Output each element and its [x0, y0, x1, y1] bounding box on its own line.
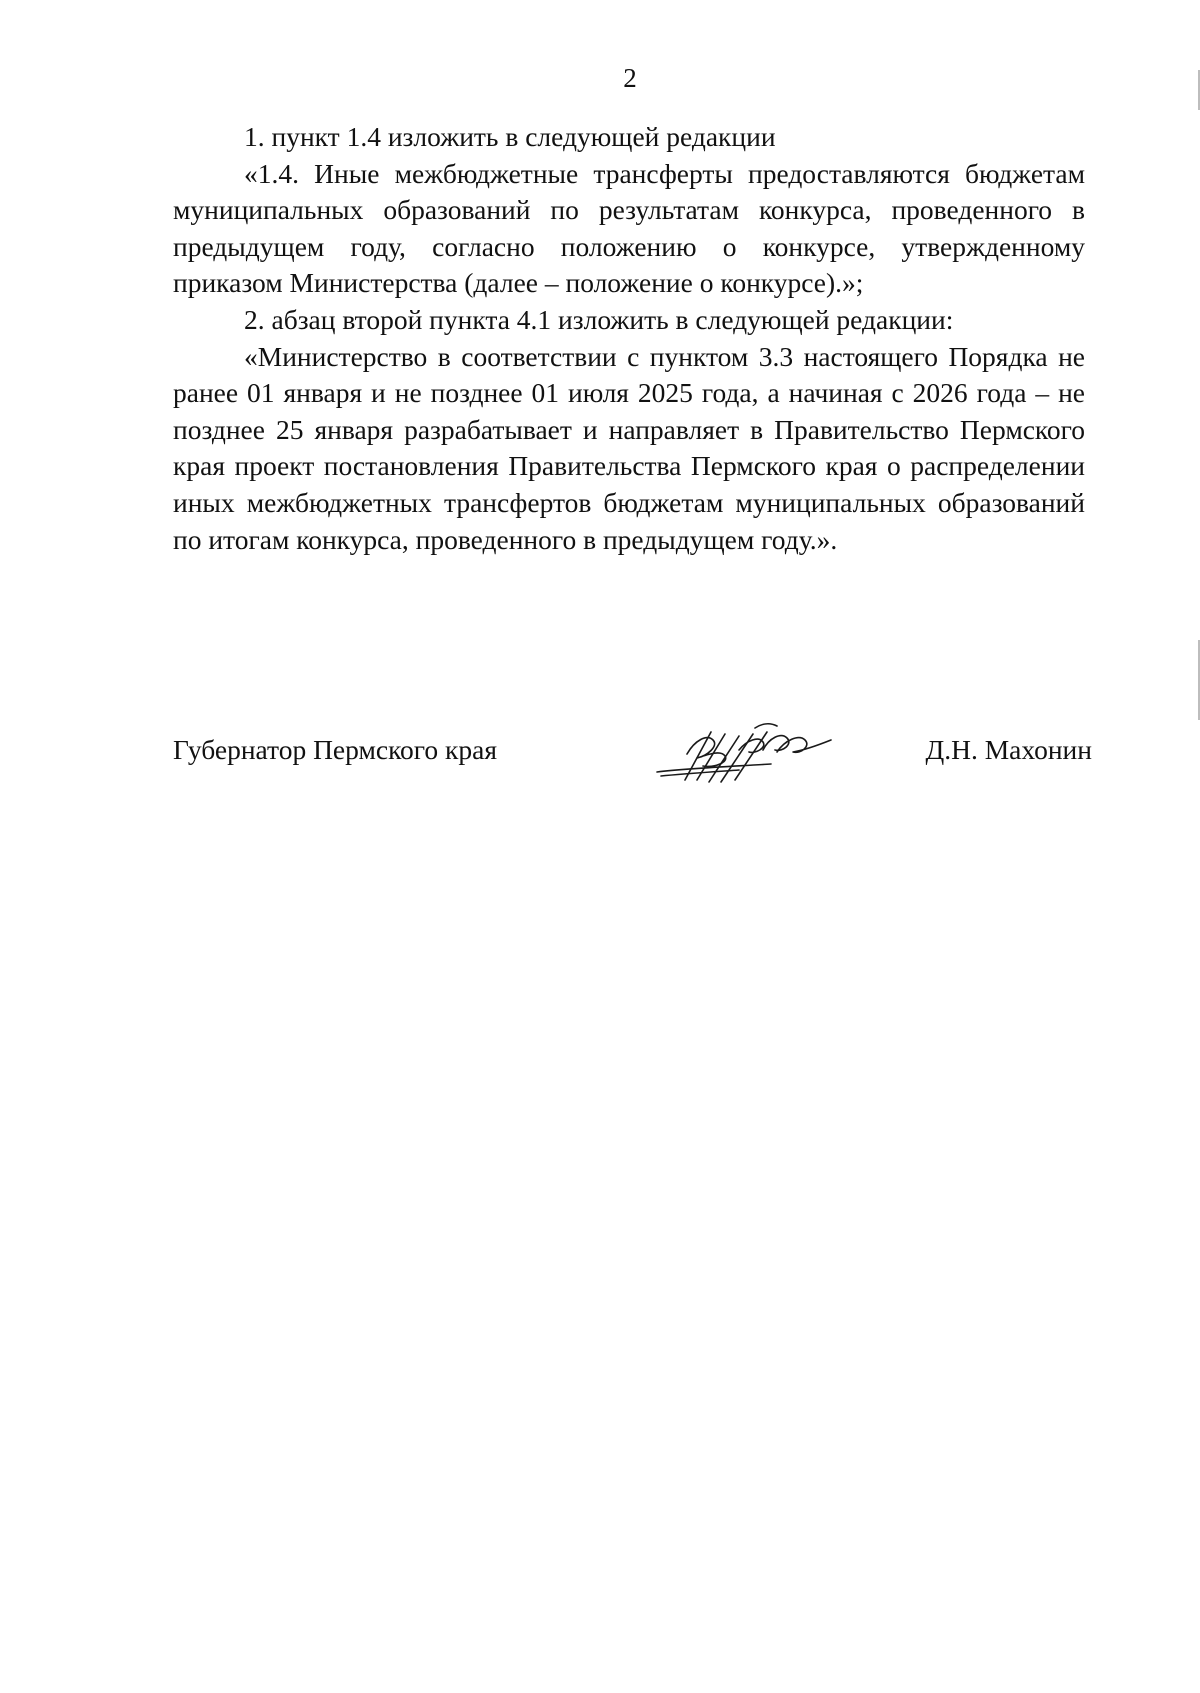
- amendment-item-1: 1. пункт 1.4 изложить в следующей редакции: [244, 121, 776, 152]
- document-body: [173, 119, 1085, 558]
- signature-block: [173, 726, 1092, 796]
- handwritten-signature: [651, 710, 841, 790]
- signatory-position: Губернатор Пермского края: [173, 734, 497, 765]
- signatory-name: Д.Н. Махонин: [925, 734, 1092, 765]
- amendment-item-1-text: «1.4. Иные межбюджетные трансферты предоставляются бюджетам муниципальных образований по результатам конкурса, проведенного в предыдущем году, согласно положению о конкурсе, утвержденному приказом Министерства (далее – положение о конкурсе).»;: [173, 157, 1085, 299]
- amendment-item-2-text: «Министерство в соответствии с пунктом 3.3 настоящего Порядка не ранее 01 января и не позднее 01 июля 2025 года, а начиная с 2026 года – не позднее 25 января разрабатывает и направляет в Правительство Пермского края проект постановления Правительства Пермского края о распределении иных межбюджетных трансфертов бюджетам муниципальных образований по итогам конкурса, проведенного в предыдущем году.».: [173, 340, 1085, 555]
- page-number: 2: [623, 63, 637, 93]
- amendment-item-2: 2. абзац второй пункта 4.1 изложить в следующей редакции:: [244, 303, 954, 335]
